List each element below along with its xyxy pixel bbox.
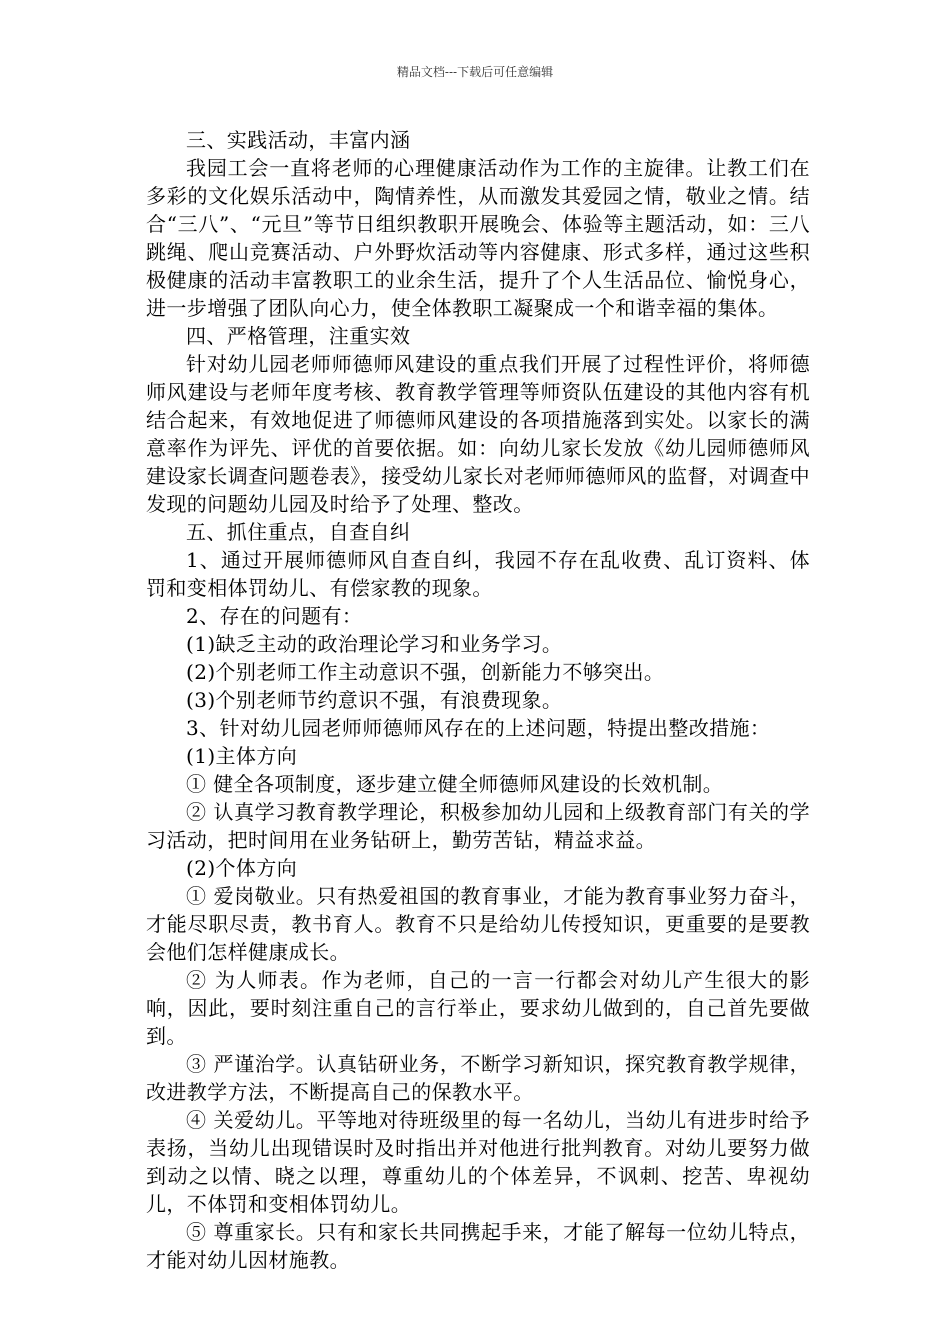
section-heading-practice: 三、实践活动，丰富内涵 bbox=[186, 128, 411, 152]
page-header: 精品文档---下载后可任意编辑 bbox=[396, 65, 554, 79]
main-direction-item-1: ① 健全各项制度，逐步建立健全师德师风建设的长效机制。 bbox=[186, 772, 724, 796]
main-direction-item-2: ② 认真学习教育教学理论，积极参加幼儿园和上级教育部门有关的学习活动，把时间用在业务钻研上，勤劳苦钻，精益求益。 bbox=[146, 800, 810, 852]
problem-item-2: (2)个别老师工作主动意识不强，创新能力不够突出。 bbox=[186, 660, 665, 684]
problem-item-3: (3)个别老师节约意识不强，有浪费现象。 bbox=[186, 688, 563, 712]
subheading-individual-direction: (2)个体方向 bbox=[186, 856, 298, 880]
paragraph-problems-heading: 2、存在的问题有： bbox=[186, 604, 363, 628]
paragraph-measures-heading: 3、针对幼儿园老师师德师风存在的上述问题，特提出整改措施： bbox=[186, 716, 771, 740]
subheading-main-direction: (1)主体方向 bbox=[186, 744, 298, 768]
individual-item-4: ④ 关爱幼儿。平等地对待班级里的每一名幼儿，当幼儿有进步时给予表扬，当幼儿出现错误时及时指出并对他进行批判教育。对幼儿要努力做到动之以情、晓之以理，尊重幼儿的个体差异，不讽刺、挖苦、卑视幼儿，不体罚和变相体罚幼儿。 bbox=[146, 1108, 810, 1216]
individual-item-2: ② 为人师表。作为老师，自己的一言一行都会对幼儿产生很大的影响，因此，要时刻注重自己的言行举止，要求幼儿做到的，自己首先要做到。 bbox=[146, 968, 810, 1048]
document-body bbox=[146, 126, 810, 1274]
paragraph-management: 针对幼儿园老师师德师风建设的重点我们开展了过程性评价，将师德师风建设与老师年度考核、教育教学管理等师资队伍建设的其他内容有机结合起来，有效地促进了师德师风建设的各项措施落到实处。以家长的满意率作为评先、评优的首要依据。如：向幼儿家长发放《幼儿园师德师风建设家长调查问题卷表》，接受幼儿家长对老师师德师风的监督，对调查中发现的问题幼儿园及时给予了处理、整改。 bbox=[146, 352, 810, 516]
problem-item-1: (1)缺乏主动的政治理论学习和业务学习。 bbox=[186, 632, 563, 656]
section-heading-self-check: 五、抓住重点，自查自纠 bbox=[186, 520, 411, 544]
paragraph-self-check-1: 1、通过开展师德师风自查自纠，我园不存在乱收费、乱订资料、体罚和变相体罚幼儿、有偿家教的现象。 bbox=[146, 548, 810, 600]
individual-item-5: ⑤ 尊重家长。只有和家长共同携起手来，才能了解每一位幼儿特点，才能对幼儿因材施教。 bbox=[146, 1220, 810, 1272]
paragraph-practice: 我园工会一直将老师的心理健康活动作为工作的主旋律。让教工们在多彩的文化娱乐活动中，陶情养性，从而激发其爱园之情，敬业之情。结合“三八”、“元旦”等节日组织教职开展晚会、体验等主题活动，如：三八跳绳、爬山竞赛活动、户外野炊活动等内容健康、形式多样，通过这些积极健康的活动丰富教职工的业余生活，提升了个人生活品位、愉悦身心，进一步增强了团队向心力，使全体教职工凝聚成一个和谐幸福的集体。 bbox=[146, 156, 810, 320]
individual-item-3: ③ 严谨治学。认真钻研业务，不断学习新知识，探究教育教学规律，改进教学方法，不断提高自己的保教水平。 bbox=[146, 1052, 810, 1104]
individual-item-1: ① 爱岗敬业。只有热爱祖国的教育事业，才能为教育事业努力奋斗，才能尽职尽责，教书育人。教育不只是给幼儿传授知识，更重要的是要教会他们怎样健康成长。 bbox=[146, 884, 810, 964]
section-heading-management: 四、严格管理，注重实效 bbox=[186, 324, 411, 348]
